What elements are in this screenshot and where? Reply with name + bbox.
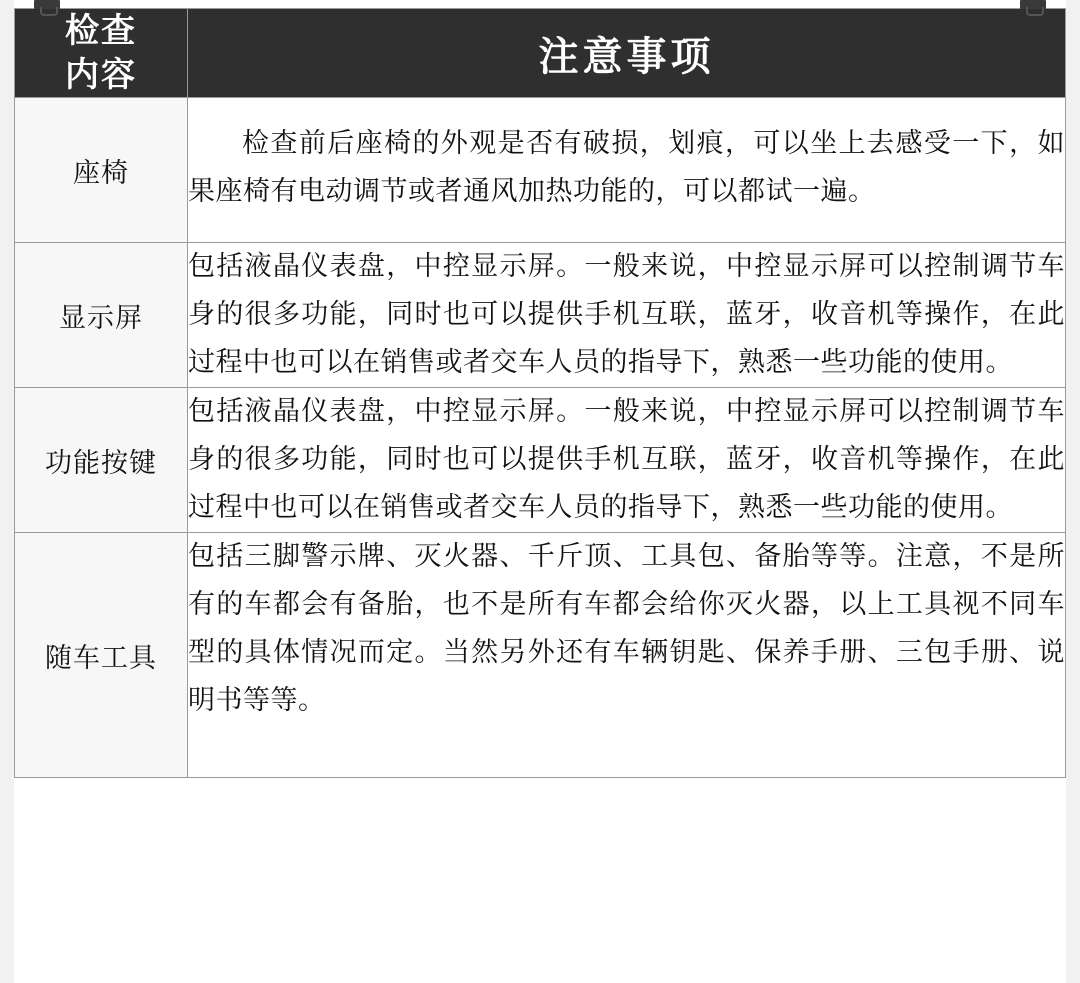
table-row	[15, 243, 1066, 388]
row-description-display: 包括液晶仪表盘，中控显示屏。一般来说，中控显示屏可以控制调节车身的很多功能，同时也可以提供手机互联，蓝牙，收音机等操作，在此过程中也可以在销售或者交车人员的指导下，熟悉一些功能的使用。	[188, 243, 1066, 388]
row-category-seats: 座椅	[15, 98, 188, 243]
row-category-display: 显示屏	[15, 243, 188, 388]
binder-clip-left-icon	[34, 0, 60, 14]
column-header-category-line2: 内容	[65, 55, 137, 95]
column-header-category	[15, 9, 188, 98]
column-header-notes: 注意事项	[188, 9, 1066, 98]
page-edge-left	[0, 0, 14, 983]
page-bottom-strip	[14, 959, 1066, 983]
table-row	[15, 388, 1066, 533]
row-description-tools: 包括三脚警示牌、灭火器、千斤顶、工具包、备胎等等。注意，不是所有的车都会有备胎，也不是所有车都会给你灭火器，以上工具视不同车型的具体情况而定。当然另外还有车辆钥匙、保养手册、三包手册、说明书等等。	[188, 533, 1066, 778]
row-description-buttons: 包括液晶仪表盘，中控显示屏。一般来说，中控显示屏可以控制调节车身的很多功能，同时也可以提供手机互联，蓝牙，收音机等操作，在此过程中也可以在销售或者交车人员的指导下，熟悉一些功能的使用。	[188, 388, 1066, 533]
table-row	[15, 533, 1066, 778]
table-row	[15, 98, 1066, 243]
table-header-row	[15, 9, 1066, 98]
row-category-tools: 随车工具	[15, 533, 188, 778]
binder-clip-arm	[40, 7, 58, 16]
inspection-checklist-table	[14, 8, 1066, 778]
table-body	[15, 98, 1066, 778]
column-header-category-line1: 检查	[65, 11, 137, 51]
binder-clip-right-icon	[1020, 0, 1046, 14]
row-category-buttons: 功能按键	[15, 388, 188, 533]
binder-clip-arm	[1026, 7, 1044, 16]
page-edge-right	[1066, 0, 1080, 983]
table-header	[15, 9, 1066, 98]
row-description-seats: 检查前后座椅的外观是否有破损，划痕，可以坐上去感受一下，如果座椅有电动调节或者通风加热功能的，可以都试一遍。	[188, 98, 1066, 243]
